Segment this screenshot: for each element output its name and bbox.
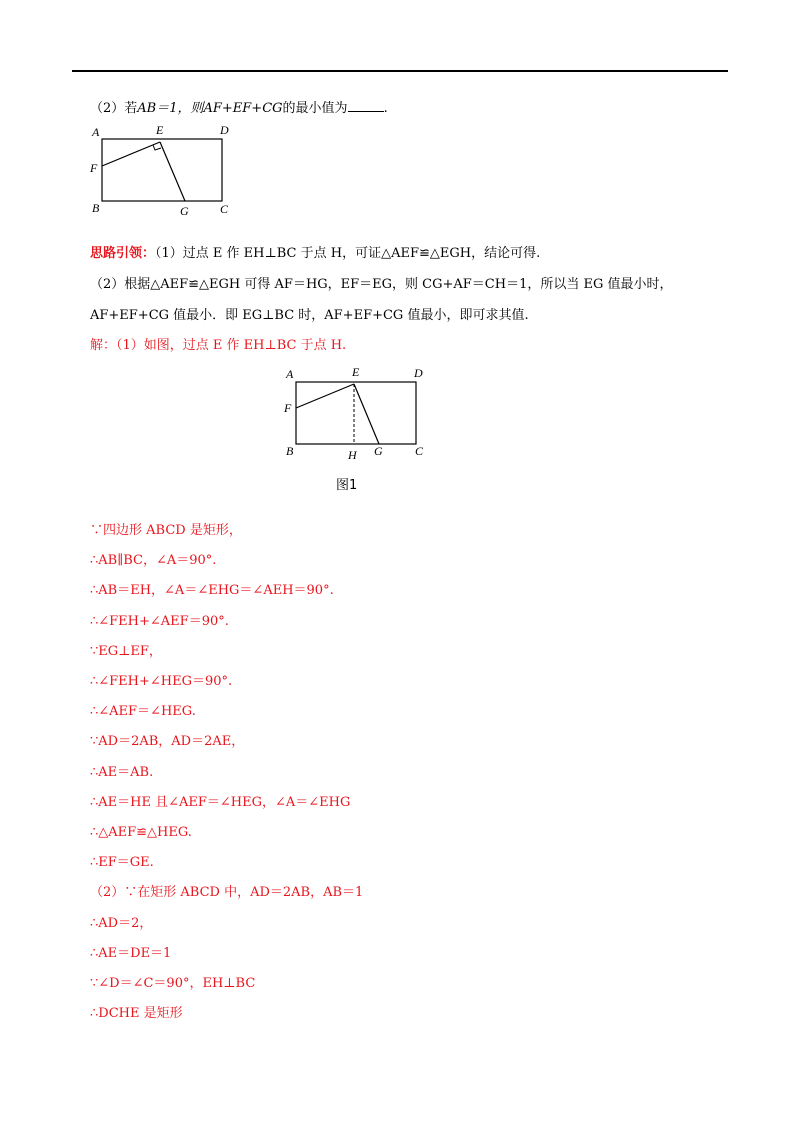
solution-step: ∴EF＝GE.	[90, 855, 154, 871]
question-condition: AB＝1，则	[137, 101, 204, 116]
figure-rectangle-1	[88, 120, 248, 220]
fig1-label-g: G	[180, 204, 189, 218]
figure-rectangle-2	[282, 362, 432, 462]
solution-step: ∴△AEF≌△HEG.	[90, 825, 192, 840]
fig2-label-f: F	[284, 401, 292, 415]
solution-step: ∵EG⊥EF，	[90, 643, 162, 659]
figure-caption: 图1	[336, 478, 358, 493]
solution-step: ∴AB＝EH，∠A＝∠EHG＝∠AEH＝90°.	[90, 583, 334, 599]
question-label: （2）若	[90, 101, 138, 116]
solution-step: ∴AD＝2，	[90, 915, 153, 931]
fig2-label-a: A	[286, 367, 294, 381]
solution-step: ∴∠AEF＝∠HEG.	[90, 704, 196, 720]
analysis-line-2: （2）根据△AEF≌△EGH 可得 AF＝HG，EF＝EG，则 CG+AF＝CH＝1，所以当 EG 值最小时，	[90, 277, 673, 292]
solution-step: ∵∠D＝∠C＝90°，EH⊥BC	[90, 976, 256, 991]
solution-step: ∴AE＝DE＝1	[90, 945, 172, 961]
fig2-label-e: E	[352, 365, 360, 379]
fig1-label-e: E	[156, 123, 164, 137]
answer-blank	[348, 99, 384, 112]
analysis-line-1	[90, 245, 540, 263]
solution-step: ∵四边形 ABCD 是矩形，	[90, 523, 242, 538]
solution-step: ∵AD＝2AB，AD＝2AE，	[90, 734, 245, 750]
solution-step: （2）∵在矩形 ABCD 中，AD＝2AB，AB＝1	[90, 885, 364, 901]
solution-intro: 解：（1）如图，过点 E 作 EH⊥BC 于点 H.	[90, 338, 347, 353]
fig1-label-d: D	[220, 123, 229, 137]
question-end: .	[383, 101, 388, 116]
fig2-label-h: H	[348, 448, 357, 462]
question-line	[90, 99, 388, 118]
fig2-label-d: D	[414, 366, 423, 380]
fig1-label-a: A	[92, 125, 100, 139]
solution-step: ∴∠FEH+∠HEG＝90°.	[90, 674, 233, 689]
fig2-label-g: G	[374, 444, 383, 458]
fig1-label-f: F	[90, 161, 98, 175]
analysis-text-1: （1）过点 E 作 EH⊥BC 于点 H，可证△AEF≌△EGH，结论可得.	[155, 246, 541, 261]
header-rule	[72, 70, 728, 72]
fig2-label-b: B	[286, 444, 294, 458]
solution-step: ∴AE＝AB.	[90, 764, 154, 780]
question-expression: AF+EF+CG	[203, 101, 283, 116]
fig1-label-c: C	[220, 202, 229, 216]
solution-step: ∴AB∥BC，∠A＝90°.	[90, 553, 217, 569]
solution-step: ∴DCHE 是矩形	[90, 1006, 183, 1022]
analysis-heading: 思路引领：	[90, 246, 156, 261]
fig2-label-c: C	[415, 444, 424, 458]
solution-step: ∴AE＝HE 且∠AEF＝∠HEG，∠A＝∠EHG	[90, 794, 351, 810]
solution-step: ∴∠FEH+∠AEF＝90°.	[90, 613, 229, 629]
fig1-label-b: B	[92, 201, 100, 215]
analysis-line-3: AF+EF+CG 值最小．即 EG⊥BC 时，AF+EF+CG 值最小，即可求其值.	[90, 308, 529, 323]
question-tail: 的最小值为	[282, 101, 348, 116]
